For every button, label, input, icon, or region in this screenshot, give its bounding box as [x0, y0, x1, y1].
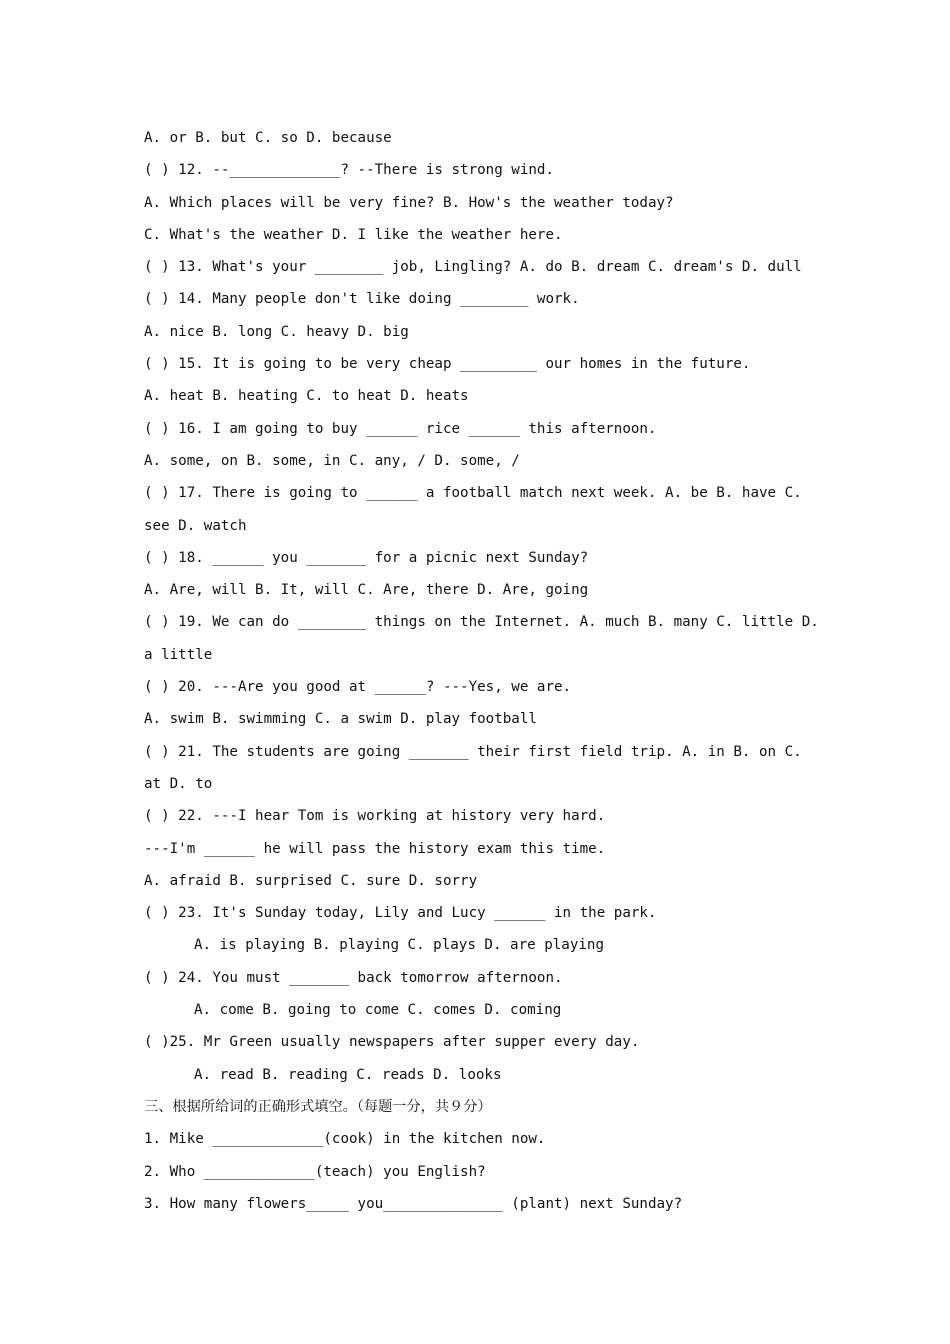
text-line: ( ) 20. ---Are you good at ______? ---Yes, we are. — [144, 679, 572, 696]
text-line: ( ) 15. It is going to be very cheap _________ our homes in the future. — [144, 356, 751, 373]
text-line: ---I'm ______ he will pass the history exam this time. — [144, 840, 606, 857]
text-line: A. is playing B. playing C. plays D. are playing — [194, 937, 604, 954]
text-line: C. What's the weather D. I like the weather here. — [144, 226, 563, 243]
text-line: A. swim B. swimming C. a swim D. play football — [144, 711, 537, 728]
text-line: A. or B. but C. so D. because — [144, 130, 392, 146]
text-line: 1. Mike _____________(cook) in the kitchen now. — [144, 1131, 546, 1148]
text-line: ( ) 24. You must _______ back tomorrow afternoon. — [144, 969, 563, 986]
text-line: A. some, on B. some, in C. any, / D. some, / — [144, 452, 520, 469]
text-line: ( ) 13. What's your ________ job, Lingling? A. do B. dream C. dream's D. dull — [144, 259, 802, 276]
text-line: ( ) 18. ______ you _______ for a picnic next Sunday? — [144, 549, 589, 566]
text-line: ( )25. Mr Green usually newspapers after supper every day. — [144, 1034, 640, 1051]
text-line: ( ) 16. I am going to buy ______ rice ______ this afternoon. — [144, 420, 657, 437]
worksheet-page — [144, 127, 824, 1225]
text-line: A. nice B. long C. heavy D. big — [144, 323, 409, 340]
text-line: ( ) 21. The students are going _______ their first field trip. A. in B. on C. — [144, 743, 802, 760]
text-line: A. afraid B. surprised C. sure D. sorry — [144, 872, 478, 889]
text-line: at D. to — [144, 775, 213, 792]
text-line: ( ) 14. Many people don't like doing ________ work. — [144, 291, 580, 308]
text-line: 3. How many flowers_____ you______________ (plant) next Sunday? — [144, 1195, 683, 1212]
text-line: ( ) 19. We can do ________ things on the Internet. A. much B. many C. little D. — [144, 614, 819, 631]
text-line: see D. watch — [144, 517, 247, 534]
text-line: a little — [144, 646, 213, 663]
text-line: A. Which places will be very fine? B. How's the weather today? — [144, 194, 674, 211]
text-line: ( ) 17. There is going to ______ a football match next week. A. be B. have C. — [144, 485, 802, 502]
text-line: A. Are, will B. It, will C. Are, there D. Are, going — [144, 582, 589, 599]
text-line: A. read B. reading C. reads D. looks — [194, 1066, 502, 1083]
text-line: ( ) 12. --_____________? --There is strong wind. — [144, 162, 554, 179]
text-line: A. come B. going to come C. comes D. coming — [194, 1002, 562, 1019]
text-line: ( ) 22. ---I hear Tom is working at history very hard. — [144, 808, 606, 825]
text-line: A. heat B. heating C. to heat D. heats — [144, 388, 469, 405]
section-heading: 三、根据所给词的正确形式填空。（每题一分，共９分） — [144, 1098, 492, 1115]
text-line: 2. Who _____________(teach) you English? — [144, 1163, 486, 1180]
text-line: ( ) 23. It's Sunday today, Lily and Lucy ______ in the park. — [144, 905, 657, 922]
